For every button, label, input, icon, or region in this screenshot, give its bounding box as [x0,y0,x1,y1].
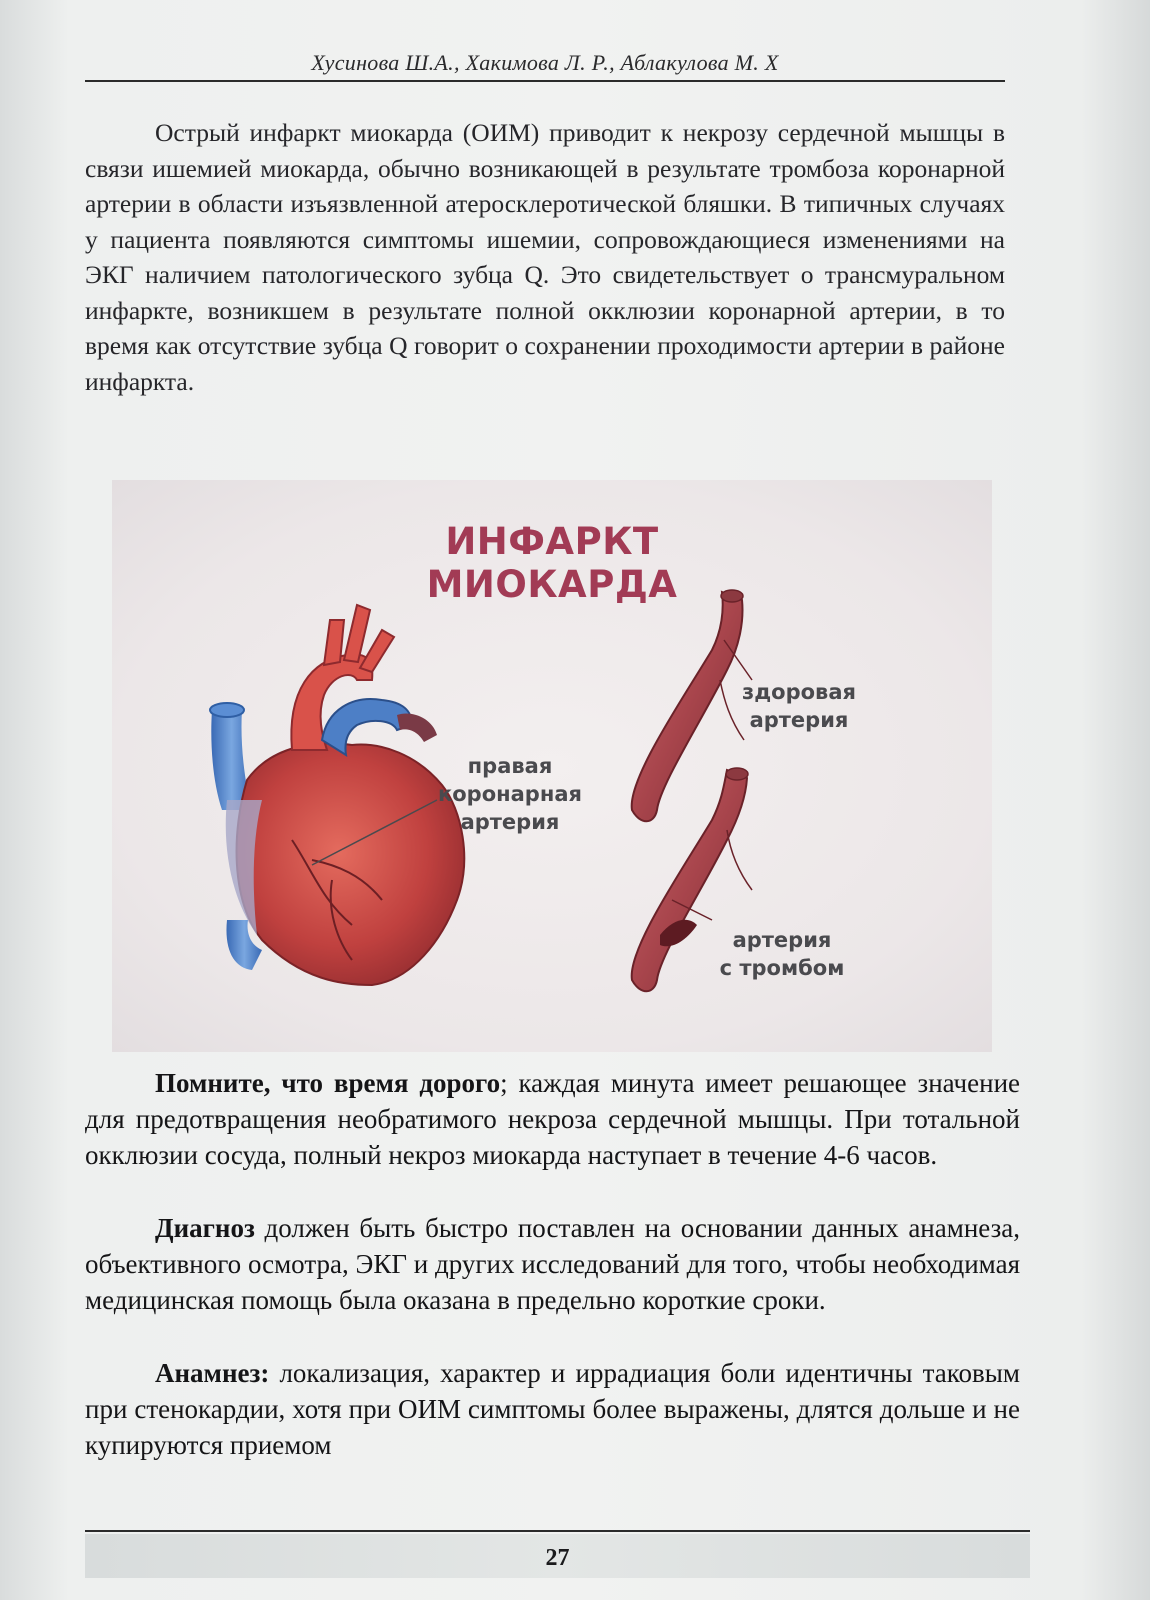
paragraph-text: ; каждая минута имеет решающее значение для предотвращения необратимого некроза сердечной мышцы. При тотальной окклюзии сосуда, полный некроз миокарда наступает в течение 4-6 часов. [85,1068,1020,1170]
paragraph-time-matters [85,1065,1020,1173]
bold-lead-diagnosis: Диагноз [155,1213,255,1243]
paragraph-text: локализация, характер и иррадиация боли идентичны таковым при стенокардии, хотя при ОИМ симптомы более выражены, длятся дольше и не купируются приемом [85,1358,1020,1460]
page-number: 27 [545,1545,570,1571]
paragraph-text: должен быть быстро поставлен на основании данных анамнеза, объективного осмотра, ЭКГ и других исследований для того, чтобы необходимая медицинская помощь была оказана в предельно короткие сроки. [85,1213,1020,1315]
right-pulmonary-icon [397,714,437,742]
aorta-branch-1-icon [324,620,344,665]
label-thrombus-artery: артерия с тромбом [719,928,845,980]
paragraph-intro: Острый инфаркт миокарда (ОИМ) приводит к некрозу сердечной мышцы в связи ишемией миокарда, обычно возникающей в результате тромбоза коронарной артерии в области изъязвленной атеросклеротической бляшки. В типичных случаях у пациента появляются симптомы ишемии, сопровождающиеся изменениями на ЭКГ наличием патологического зубца Q. Это свидетельствует о трансмуральном инфаркте, возникшем в результате полной окклюзии коронарной артерии, в то время как отсутствие зубца Q говорит о сохранении проходимости артерии в районе инфаркта. [85,118,1005,396]
aorta-branch-2-icon [344,605,370,662]
paragraph-anamnesis [85,1355,1020,1463]
paragraph-diagnosis [85,1210,1020,1318]
running-head: Хусинова Ш.А., Хакимова Л. Р., Аблакулова М. Х [311,50,779,75]
heart-attack-illustration [112,480,992,1052]
label-healthy-artery: здоровая артерия [742,680,856,732]
bold-lead-anamnesis: Анамнез: [155,1358,270,1388]
figure-title: ИНФАРКТ МИОКАРДА [426,520,678,606]
vena-cava-top-icon [210,703,244,717]
bold-lead-time: Помните, что время дорого [155,1068,501,1098]
aorta-branch-3-icon [360,630,394,672]
label-right-coronary: правая коронарная артерия [437,754,583,834]
footer-rule [85,1530,1030,1532]
header-rule [85,80,1005,82]
